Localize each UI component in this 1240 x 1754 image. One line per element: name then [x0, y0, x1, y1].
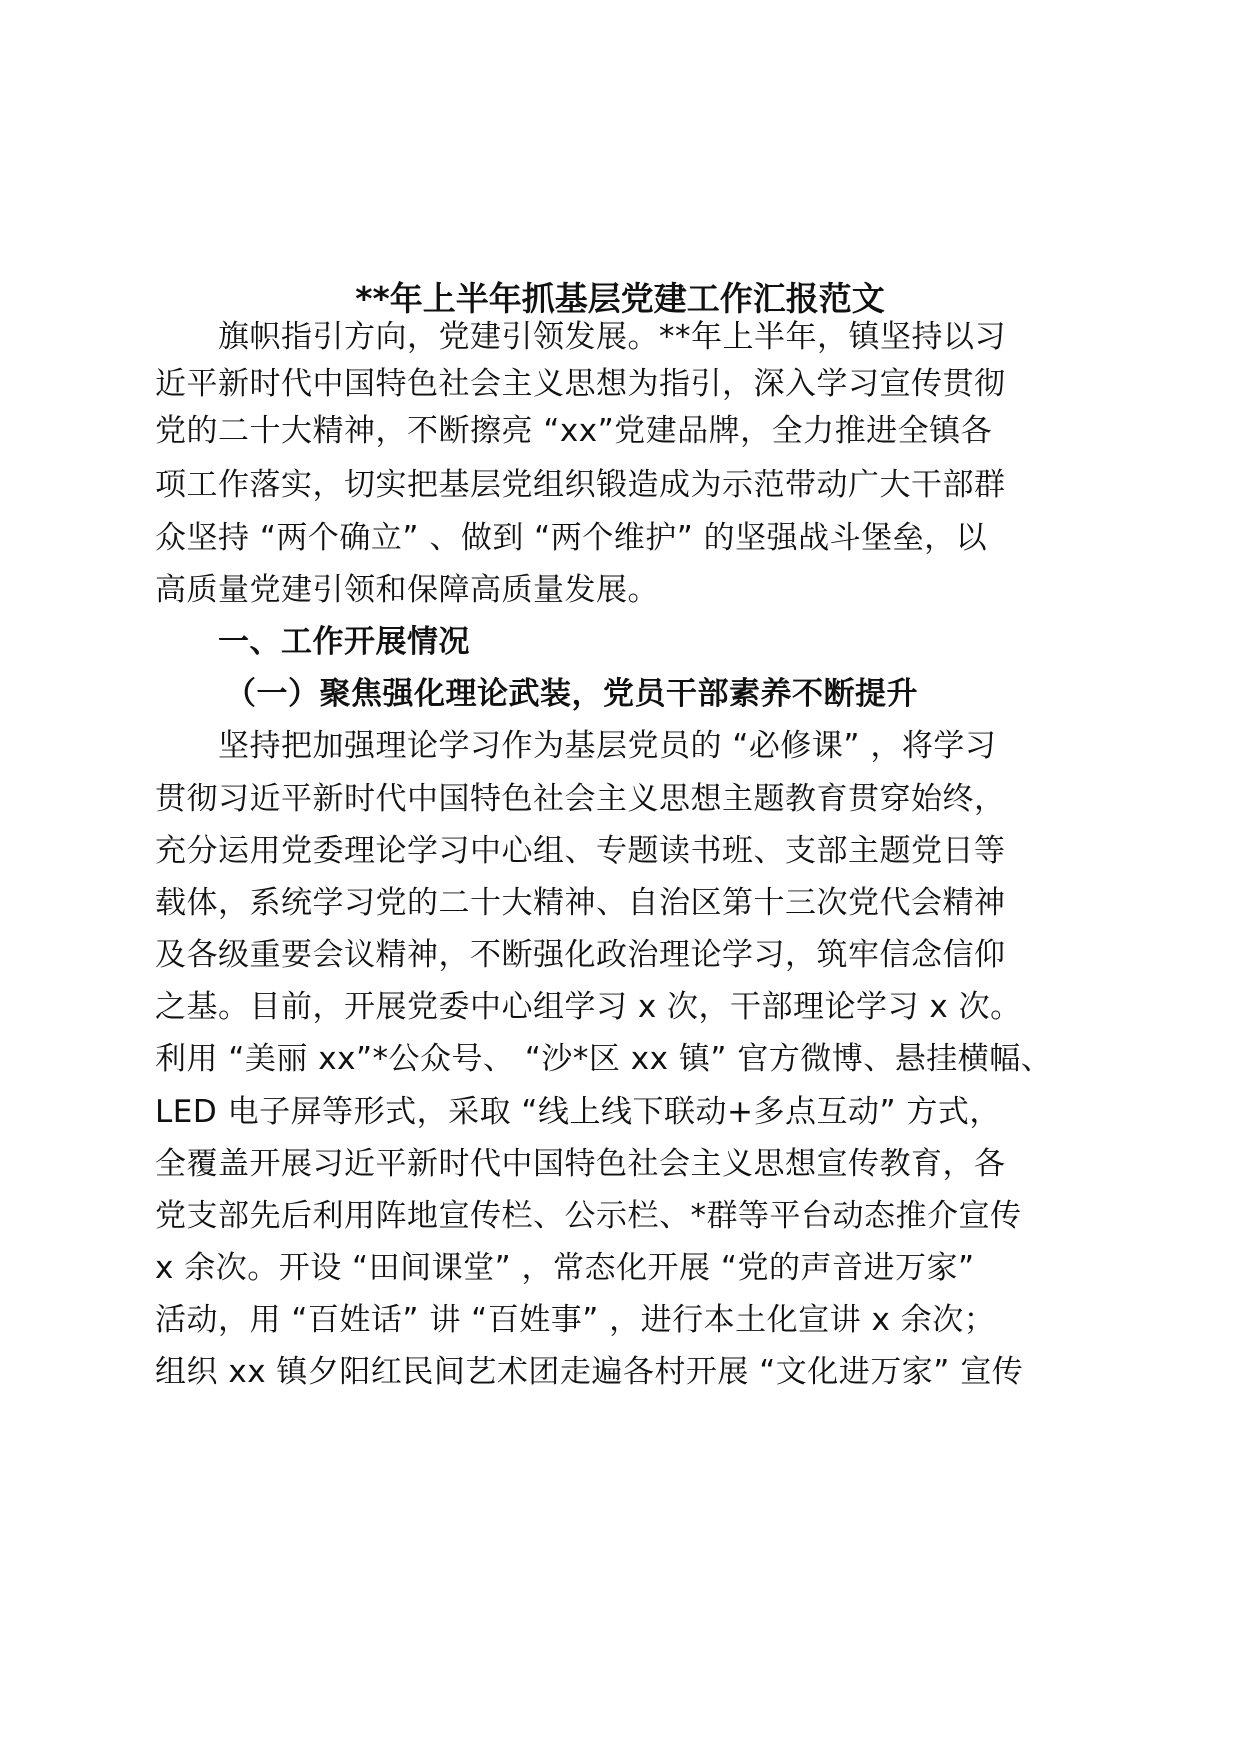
section-heading: 一、工作开展情况 [218, 624, 470, 660]
paragraph-line: 载体，系统学习党的二十大精神、自治区第十三次党代会精神 [155, 885, 1006, 921]
paragraph-line: LED 电子屏等形式，采取 “线上线下联动+多点互动” 方式， [155, 1094, 1001, 1130]
paragraph-line: 近平新时代中国特色社会主义思想为指引，深入学习宣传贯彻 [155, 366, 1006, 402]
paragraph-line: 项工作落实，切实把基层党组织锻造成为示范带动广大干部群 [155, 467, 1006, 503]
paragraph-line: 组织 xx 镇夕阳红民间艺术团走遍各村开展 “文化进万家” 宣传 [155, 1354, 1024, 1390]
paragraph-line: 高质量党建引领和保障高质量发展。 [155, 572, 659, 608]
paragraph-line: 党支部先后利用阵地宣传栏、公示栏、*群等平台动态推介宣传 [155, 1198, 1022, 1234]
paragraph-line: 利用 “美丽 xx”*公众号、 “沙*区 xx 镇” 官方微博、悬挂横幅、 [155, 1041, 1053, 1077]
paragraph-line: x 余次。开设 “田间课堂” ，常态化开展 “党的声音进万家” [155, 1250, 975, 1286]
paragraph-line: 旗帜指引方向，党建引领发展。**年上半年，镇坚持以习 [218, 319, 1006, 355]
document-title: **年上半年抓基层党建工作汇报范文 [355, 279, 885, 318]
paragraph-line: 全覆盖开展习近平新时代中国特色社会主义思想宣传教育，各 [155, 1146, 1006, 1182]
paragraph-line: 党的二十大精神，不断擦亮 “xx”党建品牌，全力推进全镇各 [155, 413, 993, 449]
paragraph-line: 之基。目前，开展党委中心组学习 x 次，干部理论学习 x 次。 [155, 989, 1022, 1025]
paragraph-line: 充分运用党委理论学习中心组、专题读书班、支部主题党日等 [155, 833, 1006, 869]
paragraph-line: 坚持把加强理论学习作为基层党员的 “必修课” ，将学习 [218, 728, 997, 764]
paragraph-line: 众坚持 “两个确立” 、做到 “两个维护” 的坚强战斗堡垒，以 [155, 520, 988, 556]
paragraph-line: 及各级重要会议精神，不断强化政治理论学习，筑牢信念信仰 [155, 937, 1006, 973]
paragraph-line: 活动，用 “百姓话” 讲 “百姓事” ，进行本土化宣讲 x 余次； [155, 1302, 996, 1338]
subsection-heading: （一）聚焦强化理论武装，党员干部素养不断提升 [225, 676, 918, 712]
paragraph-line: 贯彻习近平新时代中国特色社会主义思想主题教育贯穿始终， [155, 781, 1006, 817]
